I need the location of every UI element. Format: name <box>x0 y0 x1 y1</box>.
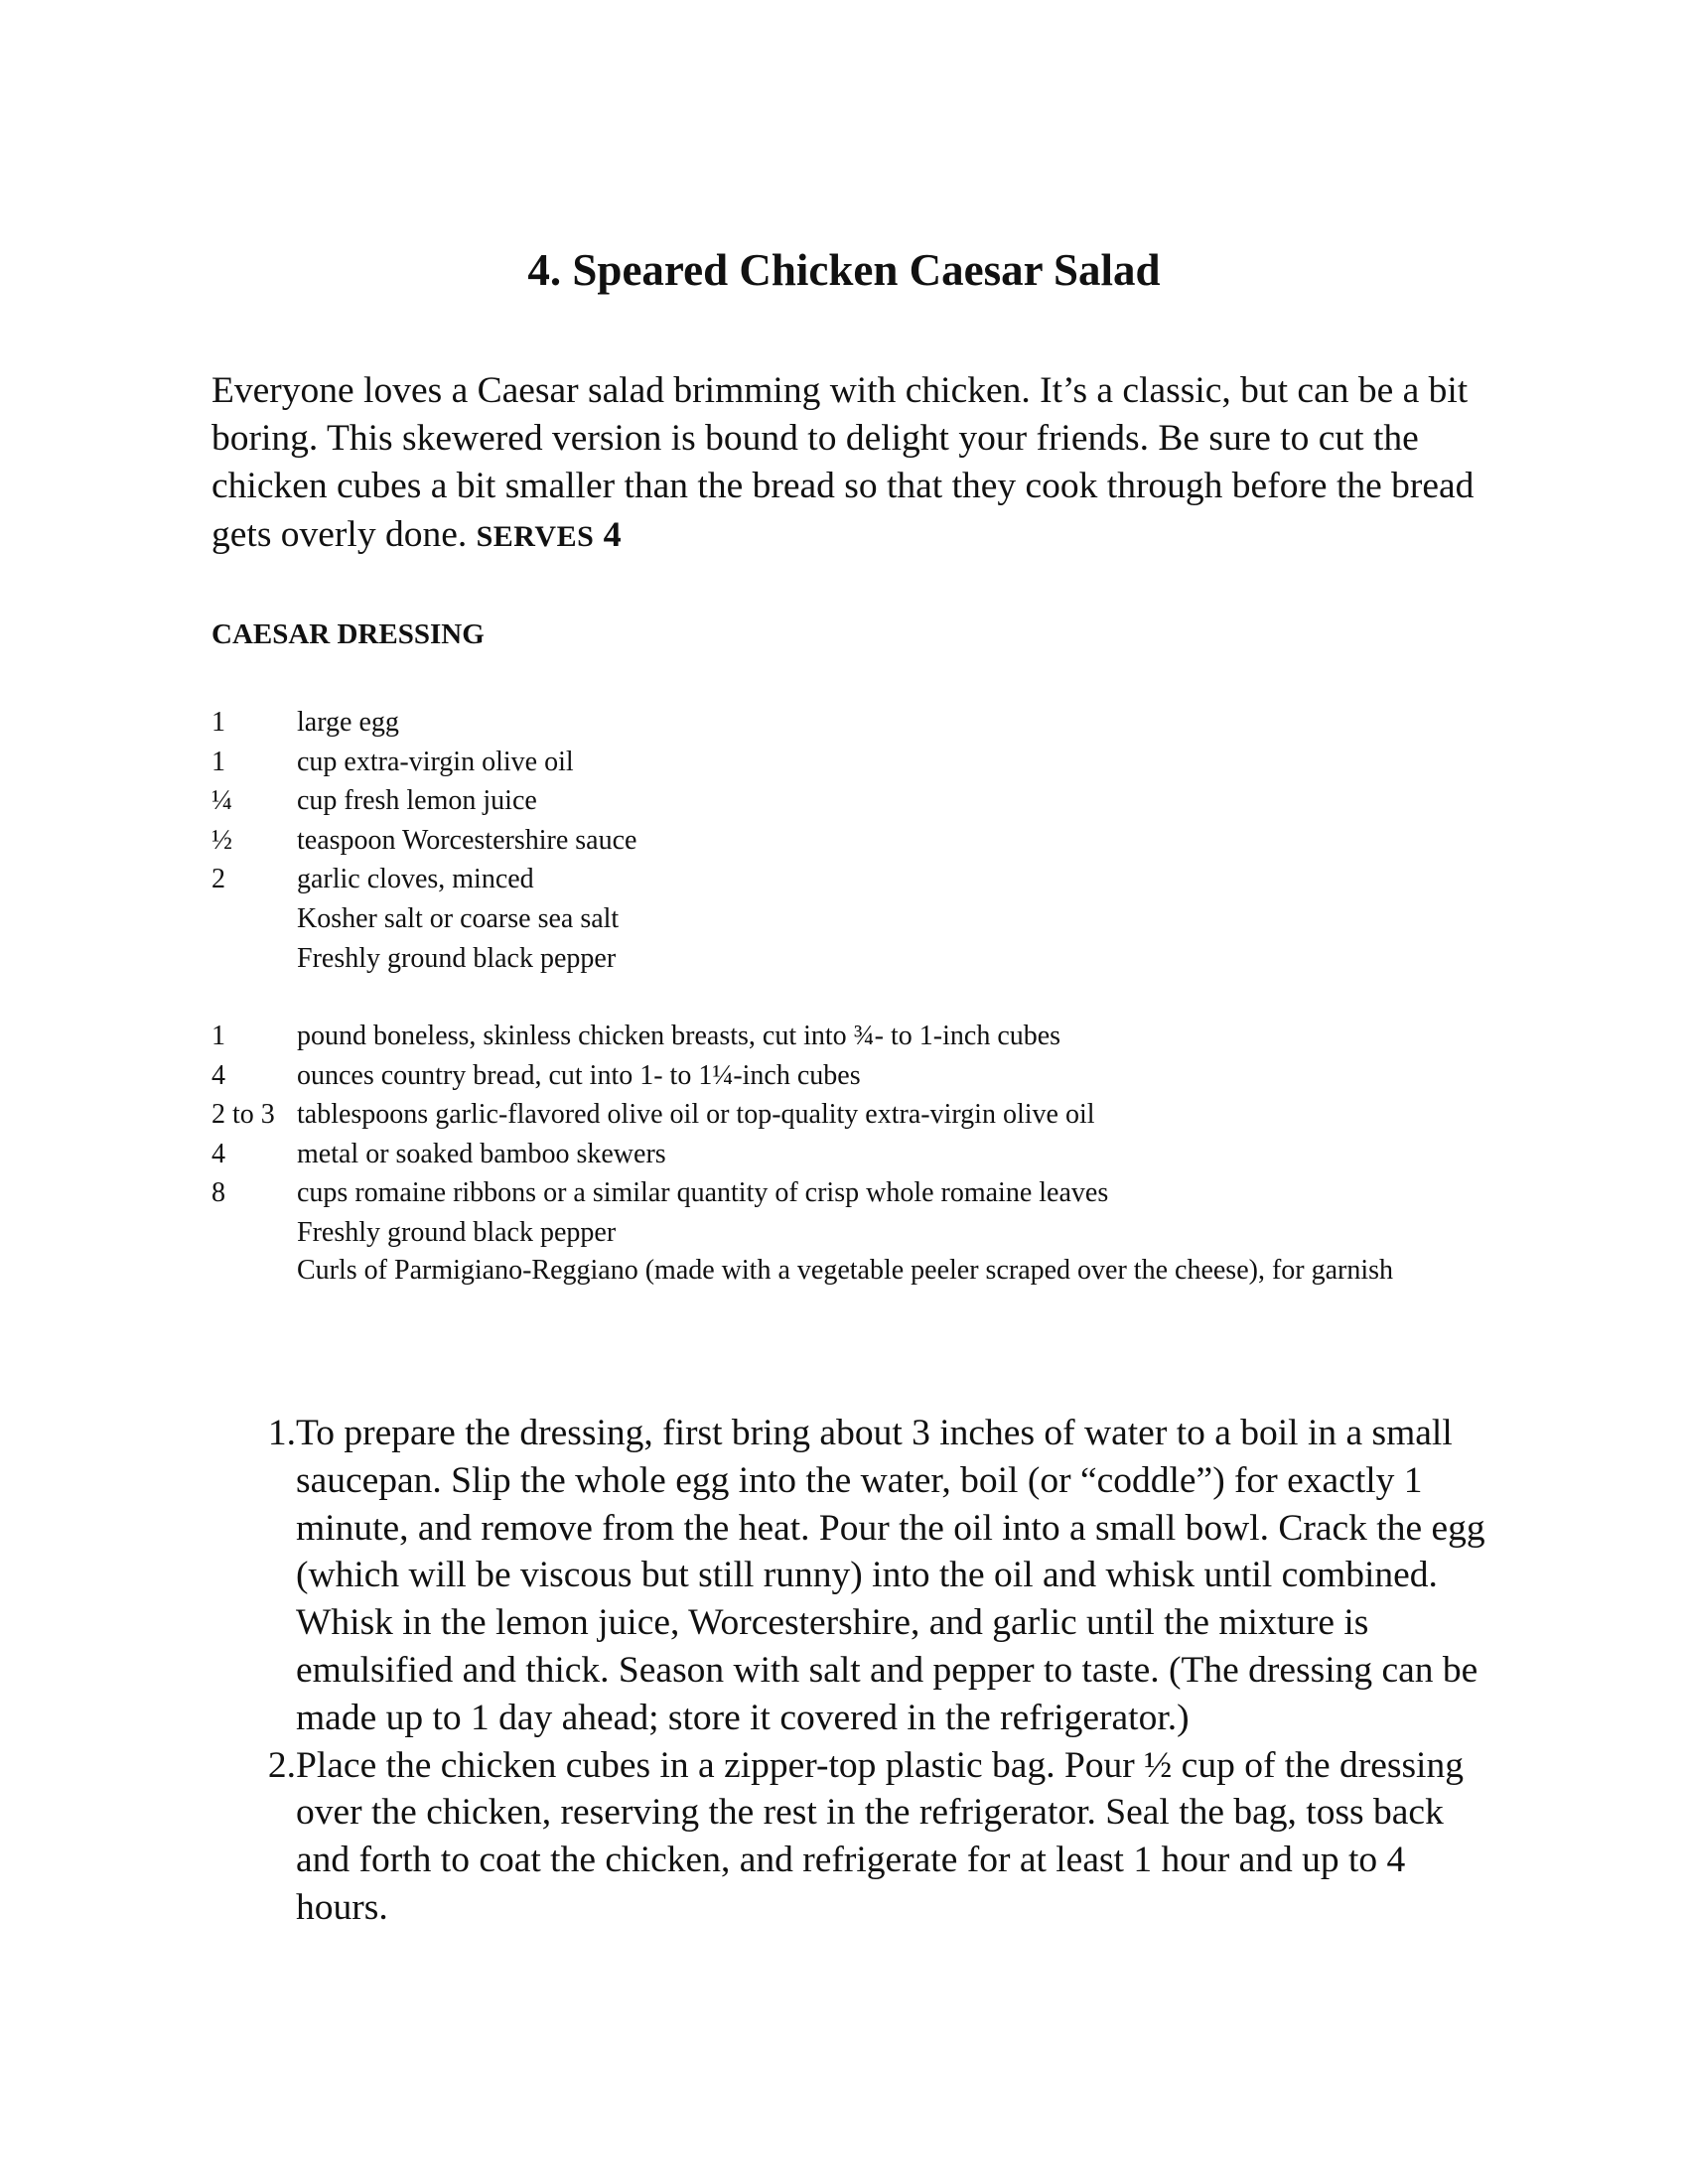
ingredient-row <box>211 1213 1502 1253</box>
ingredient-description: teaspoon Worcestershire sauce <box>297 824 637 856</box>
method-step <box>248 1410 1489 1742</box>
dressing-ingredient-list <box>211 703 1502 978</box>
ingredient-quantity: 2 to 3 <box>211 1099 275 1131</box>
ingredient-description: tablespoons garlic-flavored olive oil or top-quality extra-virgin olive oil <box>297 1099 1095 1131</box>
ingredient-quantity: 1 <box>211 746 225 777</box>
step-number: 1. <box>267 1413 296 1453</box>
ingredient-row <box>211 1017 1502 1056</box>
ingredient-quantity: ½ <box>211 824 232 856</box>
ingredient-description: ounces country bread, cut into 1- to 1¼-inch cubes <box>297 1059 861 1091</box>
dressing-heading: CAESAR DRESSING <box>211 618 485 650</box>
ingredient-description: Freshly ground black pepper <box>297 1216 617 1248</box>
ingredient-description: garlic cloves, minced <box>297 864 534 895</box>
ingredient-row <box>211 821 1502 861</box>
ingredient-description: cups romaine ribbons or a similar quantity of crisp whole romaine leaves <box>297 1177 1109 1209</box>
ingredient-description: Curls of Parmigiano-Reggiano (made with a vegetable peeler scraped over the cheese), for garnish <box>297 1254 1394 1286</box>
ingredient-quantity: 4 <box>211 1138 225 1169</box>
ingredient-row <box>211 1095 1502 1135</box>
ingredient-description: large egg <box>297 707 399 738</box>
ingredient-quantity: 4 <box>211 1059 225 1091</box>
recipe-intro <box>211 367 1502 561</box>
ingredient-quantity: ¼ <box>211 785 232 817</box>
ingredient-row <box>211 860 1502 899</box>
ingredient-row <box>211 1253 1502 1289</box>
intro-text: Everyone loves a Caesar salad brimming with chicken. It’s a classic, but can be a bit boring. This skewered version is bound to delight your friends. Be sure to cut the chicken cubes a bit smaller than the bread so that they cook through before the bread gets overly done. <box>211 370 1475 555</box>
ingredient-quantity: 1 <box>211 707 225 738</box>
step-text: Place the chicken cubes in a zipper-top plastic bag. Pour ½ cup of the dressing over the chicken, reserving the rest in the refrigerator. Seal the bag, toss back and forth to coat the chicken, and refrigerate for at least 1 hour and up to 4 hours. <box>296 1744 1464 1928</box>
ingredient-quantity: 2 <box>211 864 225 895</box>
recipe-title: 4. Speared Chicken Caesar Salad <box>527 245 1161 295</box>
ingredient-quantity: 1 <box>211 1021 225 1051</box>
method-step <box>248 1742 1489 1932</box>
ingredient-row <box>211 939 1502 979</box>
method-steps <box>248 1410 1489 1932</box>
ingredient-description: cup extra-virgin olive oil <box>297 746 574 777</box>
ingredient-row <box>211 1173 1502 1213</box>
ingredient-description: Freshly ground black pepper <box>297 942 617 974</box>
ingredient-row <box>211 899 1502 939</box>
serves-count: 4 <box>603 514 622 554</box>
ingredient-description: metal or soaked bamboo skewers <box>297 1138 666 1169</box>
ingredient-row <box>211 1135 1502 1174</box>
ingredient-quantity: 8 <box>211 1177 225 1209</box>
step-text: To prepare the dressing, first bring about 3 inches of water to a boil in a small saucepan. Slip the whole egg into the water, boil (or “coddle”) for exactly 1 minute, and remove from the heat. Pour the oil into a small bowl. Crack the egg (which will be viscous but still runny) into the oil and whisk until combined. Whisk in the lemon juice, Worcestershire, and garlic until the mixture is emulsified and thick. Season with salt and pepper to taste. (The dressing can be made up to 1 day ahead; store it covered in the refrigerator.) <box>296 1413 1485 1738</box>
ingredient-row <box>211 1056 1502 1096</box>
salad-ingredient-list <box>211 1017 1502 1289</box>
serves-label: SERVES <box>476 520 595 553</box>
ingredient-row <box>211 743 1502 782</box>
ingredient-description: pound boneless, skinless chicken breasts, cut into ¾- to 1-inch cubes <box>297 1021 1061 1051</box>
ingredient-row <box>211 781 1502 821</box>
step-number: 2. <box>267 1744 296 1786</box>
ingredient-row <box>211 703 1502 743</box>
ingredient-description: cup fresh lemon juice <box>297 785 537 817</box>
ingredient-description: Kosher salt or coarse sea salt <box>297 902 620 934</box>
